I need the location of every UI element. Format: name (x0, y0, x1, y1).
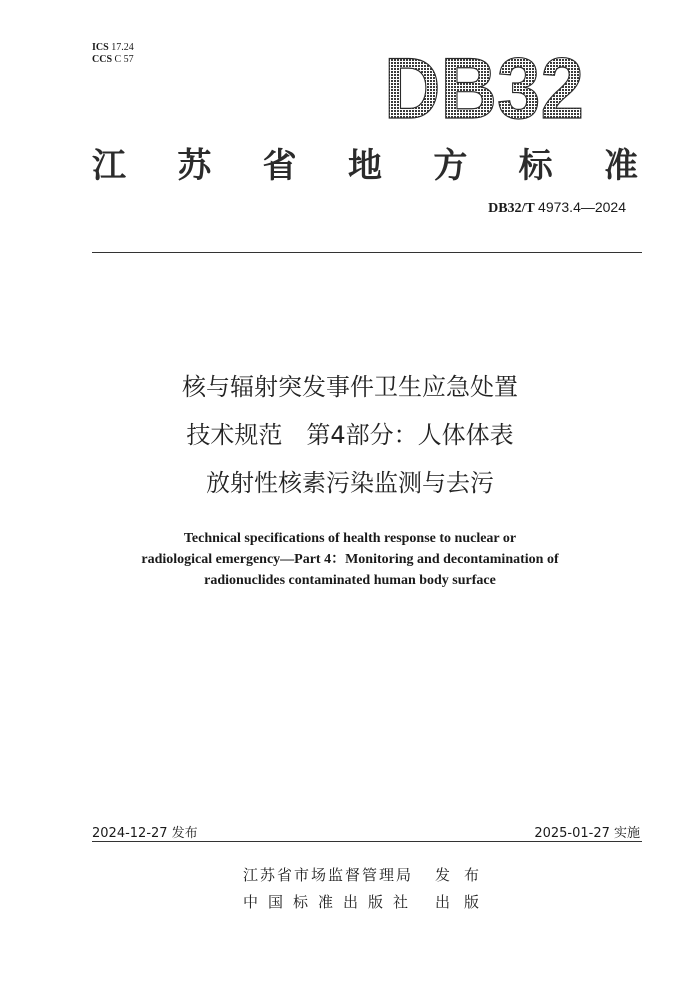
standard-code: 4973.4—2024 (538, 199, 626, 215)
province-char: 省 (262, 146, 297, 186)
province-char: 准 (603, 146, 638, 186)
province-char: 苏 (177, 146, 212, 186)
header-divider (92, 252, 642, 253)
province-char: 江 (92, 146, 126, 186)
ccs-row (92, 54, 138, 66)
standard-number (488, 199, 626, 217)
title-en (60, 528, 640, 591)
ccs-label: CCS (92, 54, 113, 65)
publisher-action: 出版 (435, 893, 494, 911)
issuer-row (243, 862, 493, 889)
db32-logo (382, 44, 587, 126)
title-cn-line1: 核与辐射突发事件卫生应急处置 (182, 373, 518, 401)
issuer-block (243, 862, 493, 916)
province-standard-title (92, 138, 638, 187)
footer-divider (92, 841, 642, 842)
db32-logo-graphic (382, 44, 587, 126)
province-char: 标 (518, 146, 553, 186)
title-en-line1: Technical specifications of health response to nuclear or (183, 531, 517, 546)
publisher-org: 中国标准出版社 (243, 893, 419, 911)
province-char: 地 (347, 146, 382, 186)
issuer-action: 发布 (435, 866, 494, 884)
title-en-line2: radiological emergency—Part 4：Monitoring and decontamination of (141, 552, 559, 567)
ics-value: 17.24 (111, 42, 134, 53)
ccs-value: C 57 (114, 54, 134, 65)
ics-row (92, 42, 138, 54)
title-cn-line3: 放射性核素污染监测与去污 (206, 469, 494, 497)
title-cn-line2: 技术规范 第4部分：人体体表 (186, 421, 514, 449)
logo-text: DB32 (384, 44, 584, 126)
classification-codes (92, 42, 138, 66)
province-char: 方 (433, 146, 468, 186)
title-en-line3: radionuclides contaminated human body surface (204, 573, 496, 588)
ics-label: ICS (92, 42, 109, 53)
issue-date: 2024-12-27 发布 (92, 826, 198, 841)
publisher-row (243, 889, 493, 916)
standard-prefix: DB32/T (488, 201, 535, 216)
issuer-org: 江苏省市场监督管理局 (243, 866, 414, 884)
implement-date: 2025-01-27 实施 (534, 826, 640, 841)
